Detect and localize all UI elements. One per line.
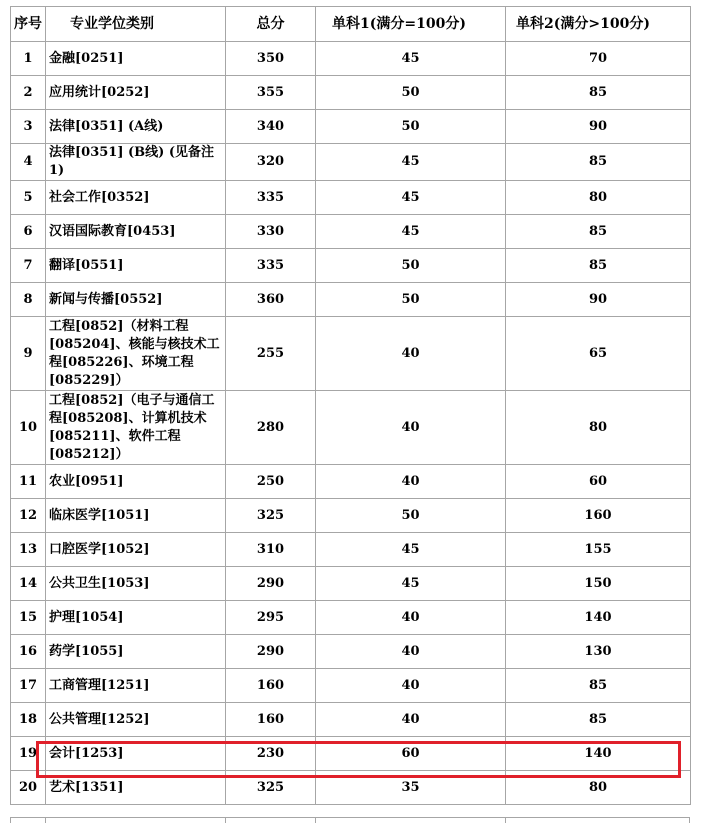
cell-index: 4 [11, 144, 46, 181]
cell-single1: 45 [316, 215, 506, 249]
table-row [11, 499, 691, 533]
cell-index: 16 [11, 635, 46, 669]
cell-total: 295 [226, 601, 316, 635]
cell-index: 8 [11, 283, 46, 317]
cell-total: 250 [226, 465, 316, 499]
table-row [11, 703, 691, 737]
cell-category: 艺术[1351] [46, 771, 226, 805]
cell-category: 会计[1253] [46, 737, 226, 771]
cell-total: 320 [226, 144, 316, 181]
header-category: 专业学位类别 [46, 7, 226, 42]
table-row [11, 42, 691, 76]
cell-index: 9 [11, 317, 46, 391]
cell-category: 应用统计[0252] [46, 76, 226, 110]
table-row [11, 771, 691, 805]
cell-single2: 85 [506, 249, 691, 283]
cell-single2: 90 [506, 283, 691, 317]
cell-total: 290 [226, 635, 316, 669]
cell-single1: 40 [316, 317, 506, 391]
cell-category: 护理[1054] [46, 601, 226, 635]
cell-index: 2 [11, 76, 46, 110]
cell-category: 农业[0951] [46, 465, 226, 499]
cell-single2: 90 [506, 110, 691, 144]
cell-single1: 60 [316, 737, 506, 771]
table-row [11, 215, 691, 249]
cell-single1: 40 [316, 669, 506, 703]
cell-single1: 50 [316, 283, 506, 317]
cell-total: 160 [226, 703, 316, 737]
cell-total: 350 [226, 42, 316, 76]
cell-single1: 40 [316, 635, 506, 669]
header-single2: 单科2(满分>100分) [506, 7, 691, 42]
cell-category: 工程[0852]（材料工程[085204]、核能与核技术工程[085226]、环境工程[085229]） [46, 317, 226, 391]
cell-category: 法律[0351] (A线) [46, 110, 226, 144]
cell-category: 药学[1055] [46, 635, 226, 669]
table-row [11, 737, 691, 771]
cell-category: 口腔医学[1052] [46, 533, 226, 567]
cell-category: 翻译[0551] [46, 249, 226, 283]
cell-total: 160 [226, 669, 316, 703]
score-table-container [10, 6, 690, 805]
cell-total: 360 [226, 283, 316, 317]
cell-total: 325 [226, 499, 316, 533]
cell-single2: 85 [506, 144, 691, 181]
cell-single1: 40 [316, 601, 506, 635]
cell-total: 355 [226, 76, 316, 110]
cell-single1: 50 [316, 499, 506, 533]
cell-index: 18 [11, 703, 46, 737]
cell-index: 17 [11, 669, 46, 703]
cell-index: 5 [11, 181, 46, 215]
cell-category: 金融[0251] [46, 42, 226, 76]
cell-single1: 35 [316, 771, 506, 805]
cell-index: 13 [11, 533, 46, 567]
cell-total: 335 [226, 249, 316, 283]
cell-index: 15 [11, 601, 46, 635]
header-index: 序号 [11, 7, 46, 42]
cell-index: 12 [11, 499, 46, 533]
cell-category: 社会工作[0352] [46, 181, 226, 215]
cell-index: 6 [11, 215, 46, 249]
cell-single2: 80 [506, 181, 691, 215]
table-row [11, 669, 691, 703]
table-row [11, 249, 691, 283]
cell-single1: 45 [316, 533, 506, 567]
cell-single1: 40 [316, 703, 506, 737]
cell-index: 11 [11, 465, 46, 499]
table-row [11, 110, 691, 144]
cell-single2: 70 [506, 42, 691, 76]
cell-single2: 160 [506, 499, 691, 533]
header-total: 总分 [226, 7, 316, 42]
cell-single2: 85 [506, 215, 691, 249]
cell-single2: 80 [506, 771, 691, 805]
cell-single2: 130 [506, 635, 691, 669]
cell-single2: 85 [506, 669, 691, 703]
cell-single2: 140 [506, 737, 691, 771]
table-header-row [11, 7, 691, 42]
table-row [11, 533, 691, 567]
cell-single1: 45 [316, 181, 506, 215]
score-table [10, 6, 691, 805]
cell-category: 工商管理[1251] [46, 669, 226, 703]
table-row [11, 76, 691, 110]
cell-index: 20 [11, 771, 46, 805]
cell-index: 10 [11, 391, 46, 465]
table-cutoff-edge [10, 817, 690, 823]
cell-single2: 140 [506, 601, 691, 635]
table-row [11, 601, 691, 635]
cell-single1: 50 [316, 76, 506, 110]
cell-category: 临床医学[1051] [46, 499, 226, 533]
cell-index: 1 [11, 42, 46, 76]
cell-total: 330 [226, 215, 316, 249]
cell-category: 公共卫生[1053] [46, 567, 226, 601]
cell-single2: 60 [506, 465, 691, 499]
cell-single2: 85 [506, 703, 691, 737]
cell-single1: 45 [316, 144, 506, 181]
cell-category: 汉语国际教育[0453] [46, 215, 226, 249]
cell-single2: 80 [506, 391, 691, 465]
table-row [11, 181, 691, 215]
table-row [11, 465, 691, 499]
cell-single1: 45 [316, 567, 506, 601]
cell-total: 325 [226, 771, 316, 805]
table-row [11, 283, 691, 317]
table-row [11, 391, 691, 465]
table-row [11, 635, 691, 669]
cell-single2: 150 [506, 567, 691, 601]
cell-single1: 50 [316, 110, 506, 144]
cell-category: 法律[0351] (B线) (见备注1) [46, 144, 226, 181]
cell-total: 335 [226, 181, 316, 215]
cell-category: 工程[0852]（电子与通信工程[085208]、计算机技术[085211]、软件工程[085212]） [46, 391, 226, 465]
cell-category: 新闻与传播[0552] [46, 283, 226, 317]
header-single1: 单科1(满分=100分) [316, 7, 506, 42]
cell-single2: 155 [506, 533, 691, 567]
cell-total: 340 [226, 110, 316, 144]
cell-single1: 45 [316, 42, 506, 76]
cell-single1: 40 [316, 391, 506, 465]
cell-index: 14 [11, 567, 46, 601]
cell-index: 7 [11, 249, 46, 283]
cell-index: 3 [11, 110, 46, 144]
table-row [11, 567, 691, 601]
cell-single1: 40 [316, 465, 506, 499]
cell-total: 230 [226, 737, 316, 771]
cell-total: 255 [226, 317, 316, 391]
cell-total: 280 [226, 391, 316, 465]
table-row [11, 144, 691, 181]
cell-index: 19 [11, 737, 46, 771]
cell-single2: 85 [506, 76, 691, 110]
table-row [11, 317, 691, 391]
cell-total: 290 [226, 567, 316, 601]
cell-total: 310 [226, 533, 316, 567]
cell-single2: 65 [506, 317, 691, 391]
cell-single1: 50 [316, 249, 506, 283]
cell-category: 公共管理[1252] [46, 703, 226, 737]
